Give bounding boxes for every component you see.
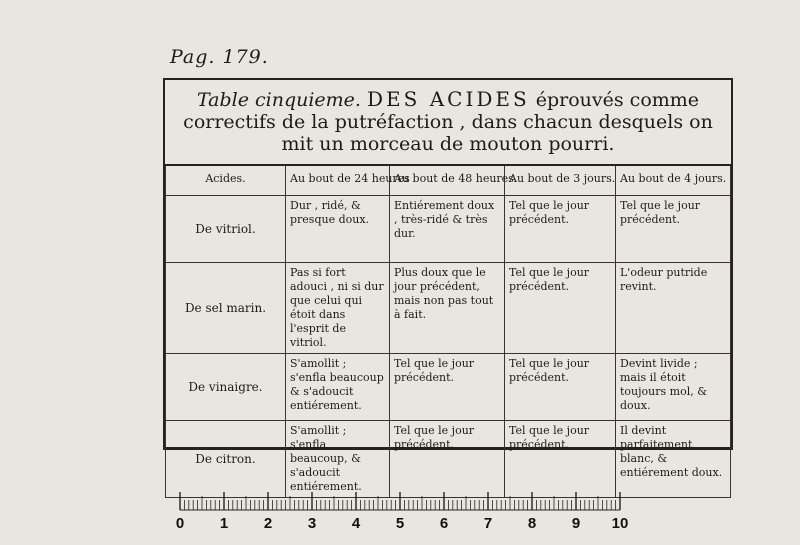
- ruler-label: 2: [263, 515, 273, 532]
- table-cell: Tel que le jour précédent.: [616, 196, 731, 263]
- table-cell: Devint livide ; mais il étoit toujours mol, & doux.: [616, 354, 731, 421]
- table-cell: Tel que le jour précédent.: [505, 354, 616, 421]
- acid-name: De vitriol.: [166, 196, 286, 263]
- table-cell: Tel que le jour précédent.: [505, 196, 616, 263]
- column-header: Au bout de 4 jours.: [616, 165, 731, 196]
- ruler-graphic: [175, 490, 629, 540]
- ruler-label: 6: [439, 515, 449, 532]
- ruler-label: 10: [611, 515, 629, 532]
- ruler-label: 3: [307, 515, 317, 532]
- scale-ruler: [175, 490, 629, 540]
- table-cell: Tel que le jour précédent.: [390, 354, 505, 421]
- title-lead: Table cinquieme.: [196, 89, 361, 111]
- acid-name: De vinaigre.: [166, 354, 286, 421]
- table-cell: Plus doux que le jour précédent, mais non pas tout à fait.: [390, 263, 505, 354]
- acid-name: De sel marin.: [166, 263, 286, 354]
- table-cell: S'amollit ; s'enfla beaucoup & s'adoucit entiérement.: [286, 354, 390, 421]
- table-title: [165, 80, 731, 164]
- ruler-label: 5: [395, 515, 405, 532]
- table-row: [166, 421, 731, 498]
- table-frame: [163, 78, 733, 493]
- table-cell: Pas si fort adouci , ni si dur que celui qui étoit dans l'esprit de vitriol.: [286, 263, 390, 354]
- table-cell: Dur , ridé, & presque doux.: [286, 196, 390, 263]
- table-row: [166, 354, 731, 421]
- ruler-label: 9: [571, 515, 581, 532]
- table-row: [166, 263, 731, 354]
- column-header: Au bout de 3 jours.: [505, 165, 616, 196]
- ruler-label: 8: [527, 515, 537, 532]
- table-cell: Tel que le jour précédent.: [505, 421, 616, 498]
- ruler-label: 4: [351, 515, 361, 532]
- page-number: Pag. 179.: [170, 46, 269, 68]
- table-cell: L'odeur putride revint.: [616, 263, 731, 354]
- column-header: Au bout de 24 heures: [286, 165, 390, 196]
- table-cell: Tel que le jour précédent.: [505, 263, 616, 354]
- table-row: [166, 196, 731, 263]
- column-header: Au bout de 48 heures: [390, 165, 505, 196]
- title-caps: DES ACIDES: [367, 87, 530, 111]
- title-rest: éprouvés comme correctifs de la putréfaction , dans chacun desquels on mit un morceau de mouton pourri.: [183, 89, 713, 155]
- table-cell: Tel que le jour précédent.: [390, 421, 505, 498]
- acids-table: [165, 164, 731, 498]
- ruler-label: 1: [219, 515, 229, 532]
- ruler-label: 0: [175, 515, 185, 532]
- acid-name: De citron.: [166, 421, 286, 498]
- column-header: Acides.: [166, 165, 286, 196]
- table-cell: Entiérement doux , très-ridé & très dur.: [390, 196, 505, 263]
- table-header-row: [166, 165, 731, 196]
- table-cell: Il devint parfaitement blanc, & entiérement doux.: [616, 421, 731, 498]
- table-cell: S'amollit ; s'enfla beaucoup, & s'adoucit entiérement.: [286, 421, 390, 498]
- ruler-label: 7: [483, 515, 493, 532]
